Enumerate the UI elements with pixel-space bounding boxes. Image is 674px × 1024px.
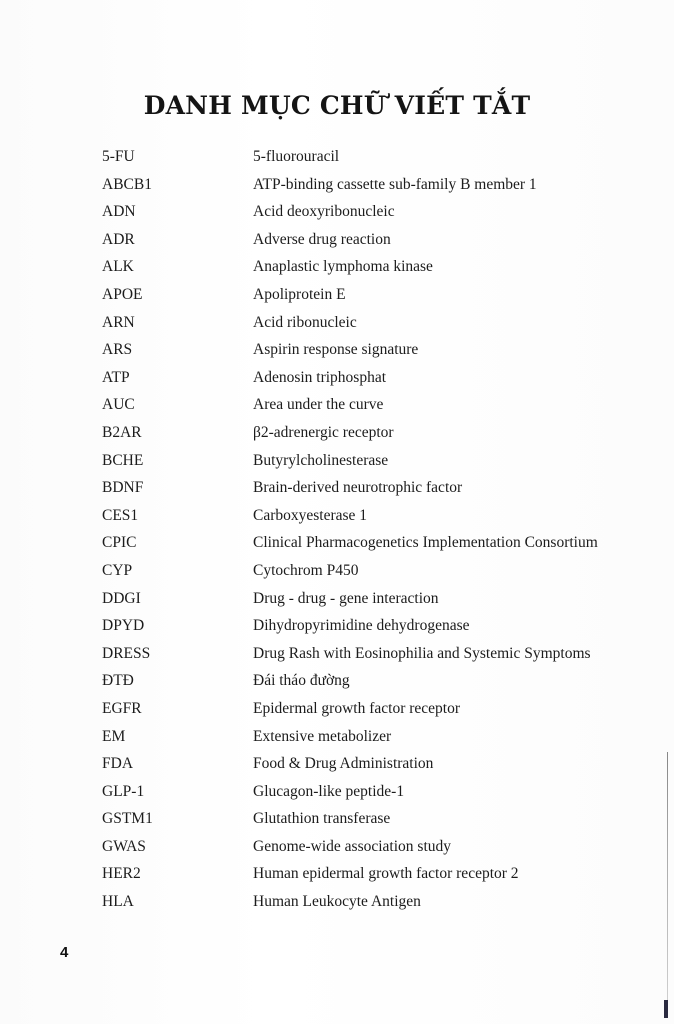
abbreviation-term: FDA <box>102 755 134 773</box>
abbreviation-definition: Clinical Pharmacogenetics Implementation Consortium <box>253 534 598 552</box>
abbreviation-term: DPYD <box>102 617 145 635</box>
abbreviation-row <box>102 722 662 750</box>
abbreviation-row <box>102 805 662 833</box>
abbreviation-term: ALK <box>102 258 134 276</box>
abbreviation-definition: Adenosin triphosphat <box>253 368 387 386</box>
abbreviation-row <box>102 667 662 695</box>
abbreviation-term: GWAS <box>102 837 146 855</box>
abbreviation-row <box>102 336 662 364</box>
abbreviation-term: EM <box>102 727 126 745</box>
abbreviation-term: APOE <box>102 286 143 304</box>
abbreviation-definition: Human Leukocyte Antigen <box>253 893 421 911</box>
abbreviation-definition: Adverse drug reaction <box>253 230 391 248</box>
page-title: DANH MỤC CHỮ VIẾT TẮT <box>143 90 531 120</box>
abbreviation-definition: Butyrylcholinesterase <box>253 451 389 469</box>
abbreviation-row <box>102 198 662 226</box>
abbreviation-term: ADN <box>102 203 136 221</box>
abbreviation-definition: Cytochrom P450 <box>253 561 359 579</box>
abbreviation-term: EGFR <box>102 699 142 717</box>
abbreviation-definition: Brain-derived neurotrophic factor <box>253 479 463 497</box>
abbreviation-term: BCHE <box>102 451 144 469</box>
abbreviation-definition: ATP-binding cassette sub-family B member 1 <box>253 175 537 193</box>
abbreviation-row <box>102 833 662 861</box>
abbreviation-definition: Đái tháo đường <box>253 672 350 690</box>
abbreviation-definition: Acid ribonucleic <box>253 313 357 331</box>
abbreviation-row <box>102 391 662 419</box>
abbreviation-row <box>102 860 662 888</box>
abbreviation-definition: Area under the curve <box>253 396 384 414</box>
abbreviation-row <box>102 309 662 337</box>
abbreviation-definition: Aspirin response signature <box>253 341 419 359</box>
abbreviation-term: HLA <box>102 893 134 911</box>
abbreviation-term: GSTM1 <box>102 810 153 828</box>
abbreviation-definition: Dihydropyrimidine dehydrogenase <box>253 617 470 635</box>
abbreviation-row <box>102 253 662 281</box>
abbreviation-term: CYP <box>102 561 133 579</box>
abbreviation-term: B2AR <box>102 423 142 441</box>
abbreviation-definition: Epidermal growth factor receptor <box>253 699 461 717</box>
abbreviation-term: CES1 <box>102 506 139 524</box>
abbreviation-row <box>102 502 662 530</box>
abbreviation-term: AUC <box>102 396 135 414</box>
abbreviation-term: GLP-1 <box>102 782 145 800</box>
abbreviation-definition: Drug - drug - gene interaction <box>253 589 439 607</box>
abbreviation-term: ĐTĐ <box>102 672 134 690</box>
abbreviation-term: ABCB1 <box>102 175 152 193</box>
abbreviation-row <box>102 281 662 309</box>
abbreviation-row <box>102 888 662 916</box>
abbreviation-term: BDNF <box>102 479 144 497</box>
abbreviation-list <box>102 143 662 916</box>
abbreviation-definition: Extensive metabolizer <box>253 727 392 745</box>
abbreviation-definition: 5-fluorouracil <box>253 148 340 166</box>
abbreviation-row <box>102 585 662 613</box>
abbreviation-definition: Genome-wide association study <box>253 837 452 855</box>
abbreviation-row <box>102 226 662 254</box>
abbreviation-definition: Carboxyesterase 1 <box>253 506 368 524</box>
abbreviation-row <box>102 529 662 557</box>
page-edge-shadow <box>667 752 668 1002</box>
page-number: 4 <box>60 944 69 961</box>
abbreviation-row <box>102 447 662 475</box>
abbreviation-definition: Anaplastic lymphoma kinase <box>253 258 433 276</box>
abbreviation-row <box>102 557 662 585</box>
abbreviation-definition: Glucagon-like peptide-1 <box>253 782 405 800</box>
abbreviation-definition: Human epidermal growth factor receptor 2 <box>253 865 519 883</box>
abbreviation-row <box>102 171 662 199</box>
abbreviation-row <box>102 364 662 392</box>
page-edge-mark <box>664 1000 668 1018</box>
abbreviation-term: DRESS <box>102 644 151 662</box>
abbreviation-definition: Acid deoxyribonucleic <box>253 203 395 221</box>
abbreviation-row <box>102 640 662 668</box>
abbreviation-definition: Glutathion transferase <box>253 810 391 828</box>
abbreviation-term: ADR <box>102 230 135 248</box>
abbreviation-term: CPIC <box>102 534 137 552</box>
abbreviation-term: ARN <box>102 313 135 331</box>
abbreviation-definition: Food & Drug Administration <box>253 755 434 773</box>
abbreviation-term: ATP <box>102 368 130 386</box>
abbreviation-term: ARS <box>102 341 133 359</box>
abbreviation-row <box>102 750 662 778</box>
abbreviation-row <box>102 778 662 806</box>
abbreviation-row <box>102 612 662 640</box>
abbreviation-row <box>102 419 662 447</box>
abbreviation-definition: β2-adrenergic receptor <box>253 423 394 441</box>
abbreviation-term: DDGI <box>102 589 141 607</box>
abbreviation-row <box>102 143 662 171</box>
abbreviation-definition: Drug Rash with Eosinophilia and Systemic Symptoms <box>253 644 591 662</box>
abbreviation-definition: Apoliprotein E <box>253 286 346 304</box>
abbreviation-term: HER2 <box>102 865 141 883</box>
abbreviation-row <box>102 695 662 723</box>
abbreviation-row <box>102 474 662 502</box>
abbreviation-term: 5-FU <box>102 148 135 166</box>
